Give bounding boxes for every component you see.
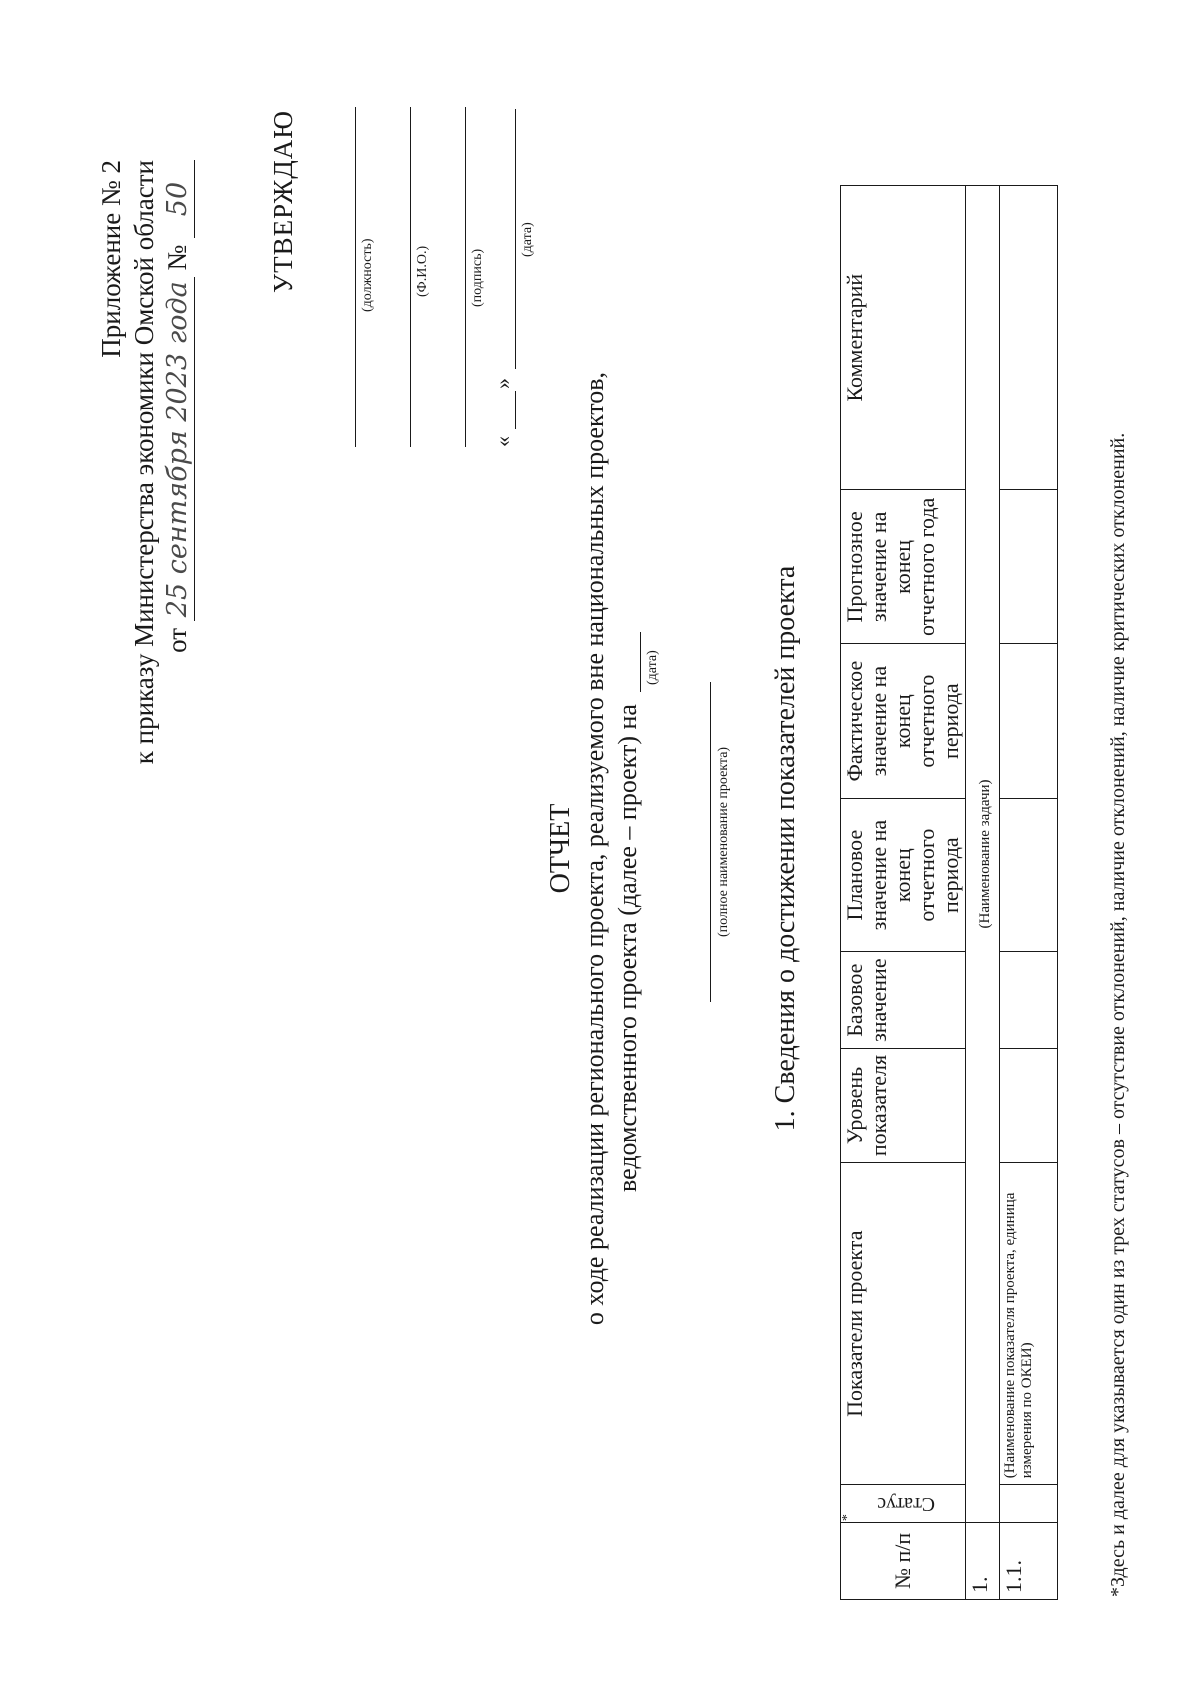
header-actual: Фактическое значение на конец отчетного периода xyxy=(841,644,966,798)
footnote: *Здесь и далее для указывается один из трех статусов – отсутствие отклонений, наличие отклонений, наличие критических отклонений. xyxy=(1107,432,1129,1597)
row1-task-caption: (Наименование задачи) xyxy=(977,779,993,929)
day-line xyxy=(515,391,516,429)
appendix-date-line xyxy=(161,160,195,764)
name-caption: (Ф.И.О.) xyxy=(415,245,430,297)
row2-status xyxy=(1000,1485,1058,1523)
approval-title: УТВЕРЖДАЮ xyxy=(268,109,298,293)
report-subtitle-line1: о ходе реализации регионального проекта, реализуемого вне национальных проектов, xyxy=(580,371,609,1326)
name-line xyxy=(410,107,411,447)
header-num: № п/п xyxy=(841,1522,966,1599)
row2-num: 1.1. xyxy=(1000,1522,1058,1599)
header-status-mark: * xyxy=(840,1514,855,1522)
row2-indicator-caption: (Наименование показателя проекта, единица измерения по ОКЕИ) xyxy=(1000,1163,1058,1485)
appendix-header xyxy=(95,160,195,764)
header-planned: Плановое значение на конец отчетного периода xyxy=(841,798,966,952)
header-indicators: Показатели проекта xyxy=(841,1163,966,1485)
handwritten-date: 25 сентября 2023 года xyxy=(161,277,195,621)
from-prefix: от xyxy=(162,627,192,653)
signature-line xyxy=(465,107,466,447)
signature-caption: (подпись) xyxy=(470,248,485,307)
appendix-order-line: к приказу Министерства экономики Омской области xyxy=(129,160,159,765)
row2-forecast xyxy=(1000,490,1058,644)
section1-title: 1. Сведения о достижении показателей проекта xyxy=(770,565,801,1132)
report-date-caption: (дата) xyxy=(645,650,660,685)
project-name-caption: (полное наименование проекта) xyxy=(716,746,731,937)
row2-actual xyxy=(1000,644,1058,798)
table-row xyxy=(1000,186,1058,1600)
header-status-text: Статус xyxy=(877,1492,935,1515)
header-forecast: Прогнозное значение на конец отчетного года xyxy=(841,490,966,644)
row2-base xyxy=(1000,952,1058,1048)
number-sign: № xyxy=(162,244,192,271)
project-name-line xyxy=(710,682,711,1002)
approval-date-caption: (дата) xyxy=(520,222,535,257)
row1-num: 1. xyxy=(966,1522,1000,1599)
position-line xyxy=(355,107,356,447)
header-base: Базовое значение xyxy=(841,952,966,1048)
position-caption: (должность) xyxy=(360,238,375,312)
row2-level xyxy=(1000,1048,1058,1162)
table-row xyxy=(966,186,1000,1600)
row2-planned xyxy=(1000,798,1058,952)
indicators-table xyxy=(840,185,1058,1600)
handwritten-number: 50 xyxy=(161,160,195,238)
report-title: ОТЧЕТ xyxy=(545,803,576,894)
appendix-number: Приложение № 2 xyxy=(96,160,126,358)
date-line xyxy=(515,109,516,369)
approval-date-quote-close: » xyxy=(490,378,515,389)
header-level: Уровень показателя xyxy=(841,1048,966,1162)
table-header-row xyxy=(841,186,966,1600)
approval-date-quote-open: « xyxy=(490,436,515,447)
row1-task-cell xyxy=(966,186,1000,1523)
report-date-line xyxy=(640,632,641,692)
report-subtitle-line2: ведомственного проекта (далее – проект) на xyxy=(613,704,642,1192)
header-comment: Комментарий xyxy=(841,186,966,490)
row2-comment xyxy=(1000,186,1058,490)
header-status xyxy=(841,1485,966,1523)
